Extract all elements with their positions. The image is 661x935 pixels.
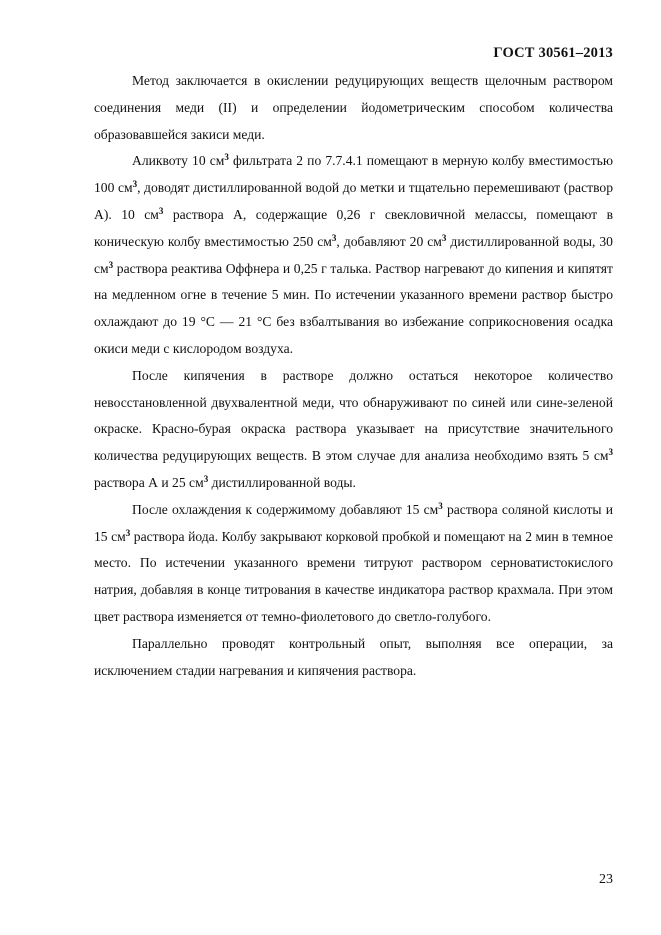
superscript-3: 3 <box>441 232 447 243</box>
text-span: Аликвоту 10 см <box>132 153 225 169</box>
text-span: , доводят дистиллированной водой до метки и тщательно перемешивают (раствор А). 10 см <box>94 180 613 222</box>
paragraph-method <box>94 68 613 148</box>
paragraph-aliquot <box>94 148 613 362</box>
paragraph-text: Параллельно проводят контрольный опыт, выполняя все операции, за исключением стадии нагревания и кипячения раствора. <box>94 635 613 678</box>
text-span: раствора соляной кислоты и 15 см <box>94 501 613 544</box>
superscript-3: 3 <box>108 259 114 270</box>
text-span: раствора А и 25 см <box>94 474 204 490</box>
superscript-3: 3 <box>331 232 337 243</box>
paragraph-cooling <box>94 497 613 631</box>
superscript-3: 3 <box>158 205 164 216</box>
text-span: фильтрата 2 по 7.7.4.1 помещают в мерную колбу вместимостью 100 см <box>94 153 614 196</box>
document-header: ГОСТ 30561–2013 <box>493 45 613 61</box>
document-body <box>94 68 613 684</box>
text-span: , добавляют 20 см <box>336 233 442 249</box>
superscript-3: 3 <box>224 152 229 163</box>
text-span: После охлаждения к содержимому добавляют 15 см <box>132 501 439 517</box>
superscript-3: 3 <box>438 500 443 511</box>
superscript-3: 3 <box>608 447 613 458</box>
text-span: дистиллированной воды, 30 см <box>94 233 613 276</box>
superscript-3: 3 <box>203 473 209 484</box>
text-span: раствора реактива Оффнера и 0,25 г талька. Раствор нагревают до кипения и кипятят на медленном огне в течение 5 мин. По истечении указанного времени раствор быстро охлаждают до 19 °С — 21 °С без взбалтывания во избежание соприкосновения осадка окиси меди с кислородом воздуха. <box>94 260 613 356</box>
superscript-3: 3 <box>132 179 138 190</box>
text-span: дистиллированной воды. <box>208 474 356 490</box>
text-span: раствора йода. Колбу закрывают корковой пробкой и помещают на 2 мин в темное место. По истечении указанного времени титруют раствором серноватистокислого натрия, добавляя в конце титрования в качестве индикатора раствор крахмала. При этом цвет раствора изменяется от темно-фиолетового до светло-голубого. <box>94 528 613 624</box>
superscript-3: 3 <box>125 527 131 538</box>
paragraph-boiling <box>94 363 613 497</box>
page-number: 23 <box>599 872 613 887</box>
paragraph-control <box>94 631 613 685</box>
paragraph-text: Метод заключается в окислении редуцирующих веществ щелочным раствором соединения меди (II) и определении йодометрическим способом количества образовавшейся закиси меди. <box>94 73 613 142</box>
text-span: раствора А, содержащие 0,26 г свекловичной мелассы, помещают в коническую колбу вместимостью 250 см <box>94 206 613 249</box>
text-span: После кипячения в растворе должно остаться некоторое количество невосстановленной двухвалентной меди, что обнаруживают по синей или сине-зеленой окраске. Красно-бурая окраска раствора указывает на присутствие значительного количества редуцирующих веществ. В этом случае для анализа необходимо взять 5 см <box>94 367 613 464</box>
